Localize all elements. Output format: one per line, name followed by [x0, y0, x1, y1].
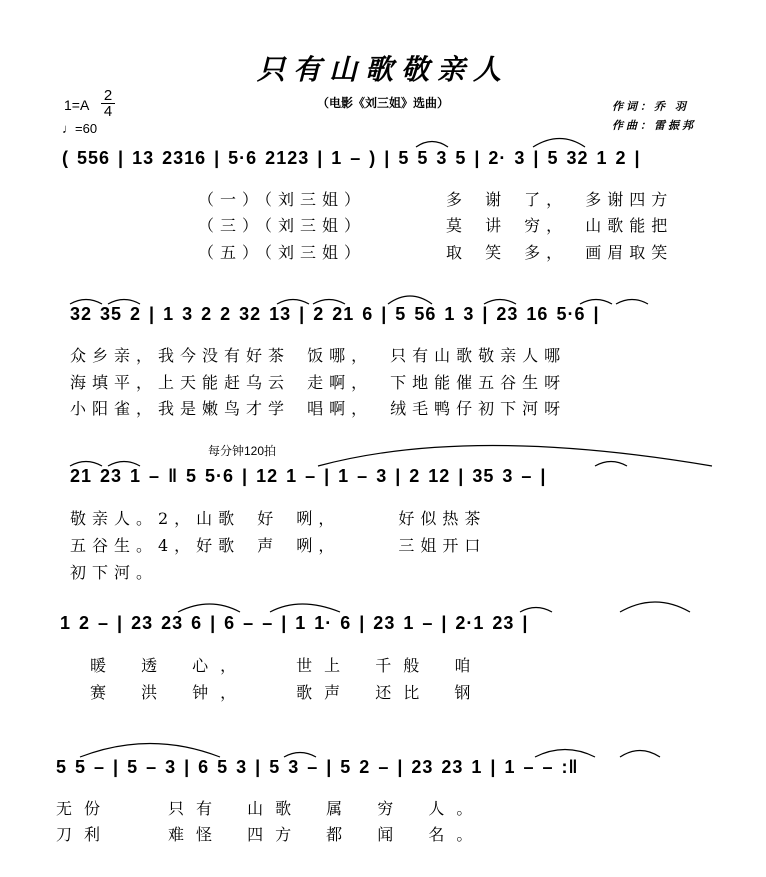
- notation-line-3: 21 23 1 – ‖ 5 5·6 | 12 1 – | 1 – 3 | 2 12 | 35 3 – |: [70, 466, 547, 486]
- key-signature: 1=A: [64, 97, 90, 113]
- slur-mark: [520, 608, 552, 613]
- slur-mark: [388, 296, 432, 304]
- quarter-note-icon: ♩: [62, 121, 75, 136]
- slur-mark: [277, 300, 309, 305]
- lyric-line-2-1: 众乡亲，我今没有好茶 饭哪， 只有山歌敬亲人哪: [70, 346, 567, 365]
- slur-mark: [108, 300, 140, 305]
- slur-mark: [318, 446, 712, 467]
- slur-mark: [80, 744, 220, 758]
- lyric-line-3-1: 敬亲人。2，山歌 好 咧， 好似热茶: [70, 509, 487, 528]
- song-title: 只有山歌敬亲人: [256, 53, 509, 86]
- slur-mark: [535, 750, 595, 758]
- time-signature-top: 2: [103, 87, 113, 104]
- lyric-line-5-1: 无份 只有 山歌 属 穷 人。: [56, 799, 485, 818]
- slur-mark: [595, 462, 627, 467]
- slur-mark: [70, 300, 102, 305]
- slur-mark: [484, 300, 516, 305]
- notation-line-2: 32 35 2 | 1 3 2 2 32 13 | 2 21 6 | 5 56 1 3 | 23 16 5·6 |: [70, 304, 600, 324]
- time-signature-bottom: 4: [101, 103, 115, 119]
- notation-line-5: 5 5 – | 5 – 3 | 6 5 3 | 5 3 – | 5 2 – | 23 23 1 | 1 – – :‖: [56, 757, 579, 777]
- slur-mark: [620, 602, 690, 612]
- tempo-change-marking: 每分钟120拍: [208, 444, 277, 458]
- lyric-line-1-3: （五）（刘三姐） 取 笑 多， 画眉取笑: [198, 243, 674, 262]
- song-subtitle: （电影《刘三姐》选曲）: [316, 96, 449, 110]
- lyric-line-1-2: （三）（刘三姐） 莫 讲 穷， 山歌能把: [198, 216, 674, 235]
- lyric-line-4-1: 暖 透 心， 世上 千般 咱: [90, 656, 483, 675]
- composer-credit: 作曲：雷振邦: [612, 119, 696, 132]
- slur-mark: [580, 300, 612, 305]
- lyric-line-3-3: 初下河。: [70, 563, 159, 582]
- tempo-value: =60: [75, 121, 98, 136]
- lyric-line-3-2: 五谷生。4，好歌 声 咧， 三姐开口: [70, 536, 487, 555]
- slur-mark: [416, 142, 448, 148]
- slur-mark: [620, 751, 660, 758]
- lyric-line-2-3: 小阳雀，我是嫩鸟才学 唱啊， 绒毛鸭仔初下河呀: [70, 399, 567, 418]
- notation-line-4: 1 2 – | 23 23 6 | 6 – – | 1 1· 6 | 23 1 – | 2·1 23 |: [60, 613, 529, 633]
- lyric-line-1-1: （一）（刘三姐） 多 谢 了， 多谢四方: [198, 190, 674, 209]
- slur-mark: [533, 139, 585, 148]
- lyric-line-4-2: 赛 洪 钟， 歌声 还比 钢: [90, 683, 483, 702]
- lyric-line-2-2: 海填平，上天能赶乌云 走啊， 下地能催五谷生呀: [70, 373, 567, 392]
- slur-mark: [270, 604, 340, 612]
- slur-mark: [178, 604, 240, 612]
- slur-mark: [108, 462, 140, 467]
- slur-mark: [616, 300, 648, 305]
- notation-line-1: ( 556 | 13 2316 | 5·6 2123 | 1 – ) | 5 5 3 5 | 2· 3 | 5 32 1 2 |: [62, 148, 641, 168]
- slur-mark: [313, 300, 345, 305]
- lyric-line-5-2: 刀利 难怪 四方 都 闻 名。: [56, 825, 485, 844]
- lyricist-credit: 作词：乔 羽: [612, 100, 689, 113]
- slur-mark: [70, 462, 102, 467]
- slur-mark: [284, 753, 316, 758]
